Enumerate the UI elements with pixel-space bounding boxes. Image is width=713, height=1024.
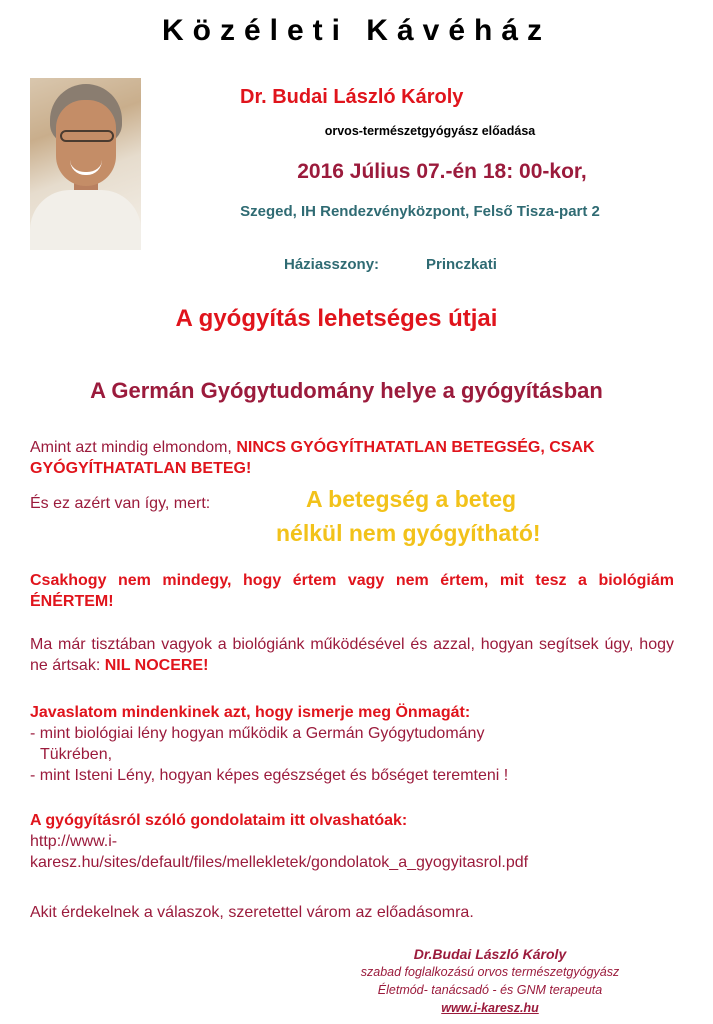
paragraph-4: [30, 810, 674, 873]
signature-block: [280, 945, 700, 1017]
speaker-photo: [30, 78, 141, 250]
intro-paragraph: [30, 437, 674, 479]
signature-line-2: Életmód- tanácsadó - és GNM terapeuta: [377, 983, 603, 997]
intro-second-line: És ez azért van így, mert:: [30, 495, 211, 512]
paragraph-2: [30, 634, 674, 676]
sub-heading: A Germán Gyógytudomány helye a gyógyításban: [90, 378, 603, 403]
main-heading: A gyógyítás lehetséges útjai: [175, 305, 498, 332]
signature-line-1: szabad foglalkozású orvos természetgyógyász: [360, 965, 620, 979]
paragraph-4-heading: A gyógyításról szóló gondolataim itt olvashatóak:: [30, 812, 408, 829]
paragraph-2-text: Ma már tisztában vagyok a biológiánk működésével és azzal, hogyan segítsek úgy, hogy ne ártsak:: [30, 636, 674, 674]
event-venue: Szeged, IH Rendezvényközpont, Felső Tisza-part 2: [240, 203, 600, 220]
event-datetime: 2016 Július 07.-én 18: 00-kor,: [297, 160, 587, 183]
pdf-link-line-2[interactable]: karesz.hu/sites/default/files/mellekletek/gondolatok_a_gyogyitasrol.pdf: [30, 854, 529, 871]
paragraph-2-bold: NIL NOCERE!: [104, 657, 209, 674]
paragraph-1: Csakhogy nem mindegy, hogy értem vagy nem értem, mit tesz a biológiám ÉNÉRTEM!: [30, 572, 674, 610]
signature-name: Dr.Budai László Károly: [413, 946, 567, 962]
paragraph-3-line-3: - mint Isteni Lény, hogyan képes egészséget és bőséget teremteni !: [30, 767, 509, 784]
speaker-subtitle: orvos-természetgyógyász előadása: [324, 124, 536, 138]
website-link[interactable]: www.i-karesz.hu: [441, 1001, 539, 1015]
paragraph-3-line-1: - mint biológiai lény hogyan működik a Germán Gyógytudomány: [30, 725, 485, 742]
paragraph-3-line-2: Tükrében,: [40, 746, 113, 763]
speaker-name: Dr. Budai László Károly: [240, 86, 464, 108]
intro-bold-text: NINCS GYÓGYÍTHATATLAN BETEGSÉG, CSAK GYÓGYÍTHATATLAN BETEG!: [30, 439, 595, 477]
intro-text: Amint azt mindig elmondom,: [30, 439, 237, 456]
hostess-name: Princzkati: [426, 256, 497, 273]
hostess-label: Háziasszony:: [284, 256, 380, 273]
paragraph-3-heading: Javaslatom mindenkinek azt, hogy ismerje meg Önmagát:: [30, 704, 471, 721]
quote-line-2: nélkül nem gyógyítható!: [276, 520, 541, 546]
pdf-link-line-1[interactable]: http://www.i-: [30, 833, 118, 850]
paragraph-5: Akit érdekelnek a válaszok, szeretettel várom az előadásomra.: [30, 904, 474, 921]
page-title: Közéleti Kávéház: [161, 14, 552, 47]
paragraph-3: [30, 702, 674, 786]
quote-line-1: A betegség a beteg: [306, 486, 517, 512]
